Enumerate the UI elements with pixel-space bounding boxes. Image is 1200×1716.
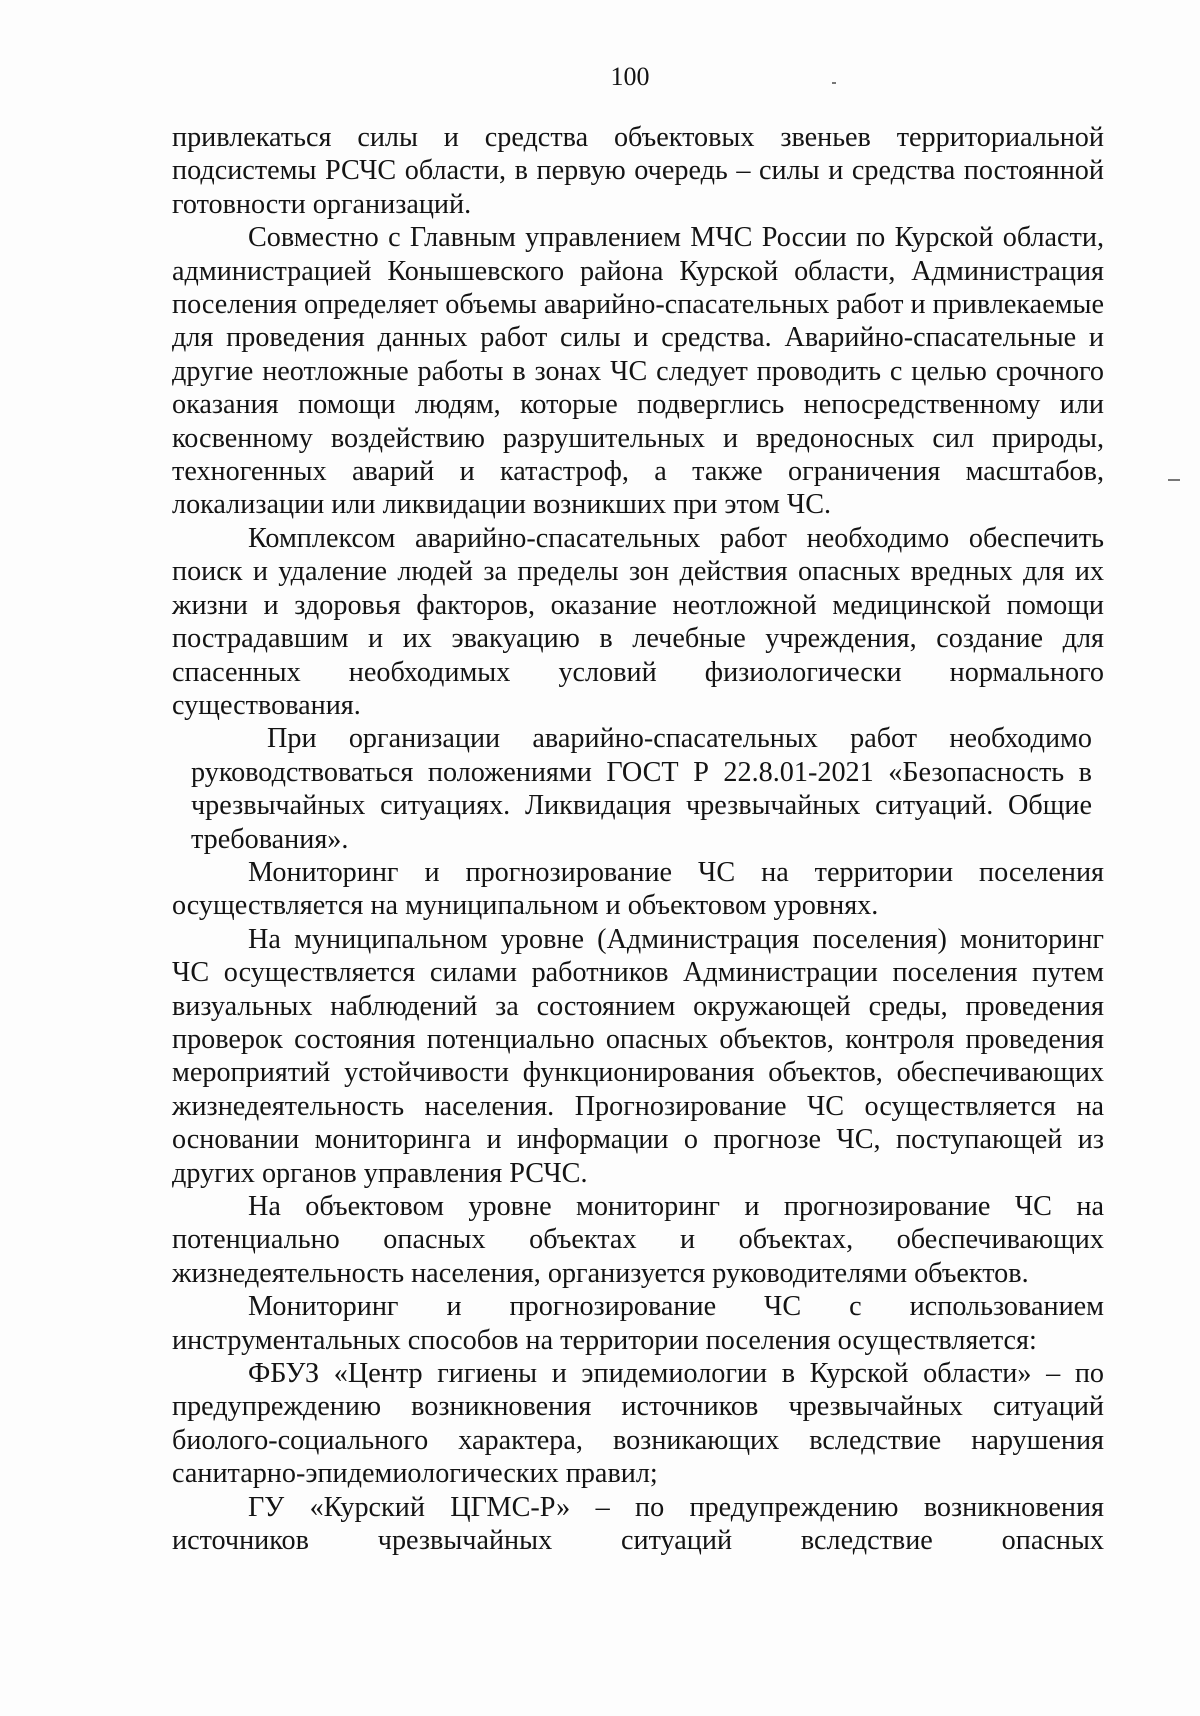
paragraph: Совместно с Главным управлением МЧС России по Курской области, администрацией Конышевского района Курской области, Администрация поселения определяет объемы аварийно-спасательных работ и привлекаемые для проведения данных работ силы и средства. Аварийно-спасательные и другие неотложные работы в зонах ЧС следует проводить с целью срочного оказания помощи людям, которые подверглись непосредственному или косвенному воздействию разрушительных и вредоносных сил природы, техногенных аварий и катастроф, а также ограничения масштабов, локализации или ликвидации возникших при этом ЧС. [172,222,1104,521]
paragraph: Мониторинг и прогнозирование ЧС на территории поселения осуществляется на муниципальном и объектовом уровнях. [172,856,1104,922]
paragraph: Мониторинг и прогнозирование ЧС с использованием инструментальных способов на территории поселения осуществляется: [172,1291,1104,1356]
paragraph: ФБУЗ «Центр гигиены и эпидемиологии в Курской области» – по предупреждению возникновения источников чрезвычайных ситуаций биолого-социального характера, возникающих вследствие нарушения санитарно-эпидемиологических правил; [172,1358,1104,1490]
scan-mark [1168,479,1180,481]
paragraph: Комплексом аварийно-спасательных работ необходимо обеспечить поиск и удаление людей за пределы зон действия опасных вредных для их жизни и здоровья факторов, оказание неотложной медицинской помощи пострадавшим и их эвакуацию в лечебные учреждения, создание для спасенных необходимых условий физиологически нормального существования. [172,522,1104,721]
paragraph: При организации аварийно-спасательных работ необходимо руководствоваться положениями ГОСТ Р 22.8.01-2021 «Безопасность в чрезвычайных ситуациях. Ликвидация чрезвычайных ситуаций. Общие требования». [191,723,1092,855]
paragraph: На муниципальном уровне (Администрация поселения) мониторинг ЧС осуществляется силами работников Администрации поселения путем визуальных наблюдений за состоянием окружающей среды, проведения проверок состояния потенциально опасных объектов, контроля проведения мероприятий устойчивости функционирования объектов, обеспечивающих жизнедеятельность населения. Прогнозирование ЧС осуществляется на основании мониторинга и информации о прогнозе ЧС, поступающей из других органов управления РСЧС. [172,923,1104,1189]
paragraph: ГУ «Курский ЦГМС-Р» – по предупреждению возникновения источников чрезвычайных ситуаций вследствие опасных [172,1491,1104,1557]
page-number: 100 [610,62,650,91]
document-body [172,121,1104,1557]
paragraph: На объектовом уровне мониторинг и прогнозирование ЧС на потенциально опасных объектах и объектах, обеспечивающих жизнедеятельность населения, организуется руководителями объектов. [172,1191,1104,1289]
paragraph: привлекаться силы и средства объектовых звеньев территориальной подсистемы РСЧС области, в первую очередь – силы и средства постоянной готовности организаций. [172,122,1104,220]
scan-mark [832,82,836,84]
